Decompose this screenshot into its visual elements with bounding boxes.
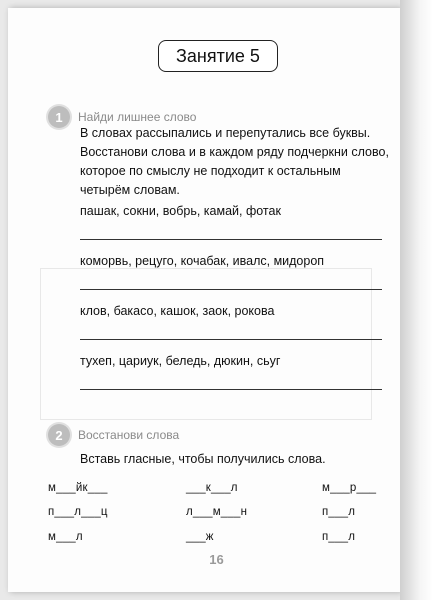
page-edge-shadow <box>400 0 433 600</box>
task1-number-badge: 1 <box>48 106 70 128</box>
lesson-title: Занятие 5 <box>158 40 278 72</box>
task1-row-2: коморвь, рецуго, кочабак, ивалс, мидороп <box>80 254 325 268</box>
gap-word: м___йк___ <box>48 482 108 494</box>
gap-word: п___л___ц <box>48 506 108 518</box>
answer-line-2 <box>80 289 382 290</box>
task1-row-3: клов, бакасо, кашок, заок, рокова <box>80 304 275 318</box>
task1-label: Найди лишнее слово <box>78 110 197 124</box>
gap-word: ___к___л <box>186 482 238 494</box>
gap-word: п___л <box>322 506 356 518</box>
page-number: 16 <box>209 552 224 567</box>
task1-row-4: тухеп, цариук, беледь, дюкин, сьуг <box>80 354 281 368</box>
gap-word: ___ж <box>186 531 214 543</box>
answer-line-1 <box>80 239 382 240</box>
gap-word: м___р___ <box>322 482 377 494</box>
gap-word: л___м___н <box>186 506 248 518</box>
answer-line-3 <box>80 339 382 340</box>
gap-word: п___л <box>322 531 356 543</box>
show-through-grid <box>40 268 372 420</box>
task1-instruction: В словах рассыпались и перепутались все буквы. Восстанови слова и в каждом ряду подчеркни слово, которое по смыслу не подходит к остальным четырём словам. <box>80 126 389 197</box>
task2-label: Восстанови слова <box>78 428 180 442</box>
gap-word: м___л <box>48 531 83 543</box>
task2-number-badge: 2 <box>48 424 70 446</box>
task2-header <box>48 424 179 446</box>
task1-row-1: пашак, сокни, вобрь, камай, фотак <box>80 204 281 218</box>
answer-line-4 <box>80 389 382 390</box>
task2-instruction: Вставь гласные, чтобы получились слова. <box>80 452 326 466</box>
